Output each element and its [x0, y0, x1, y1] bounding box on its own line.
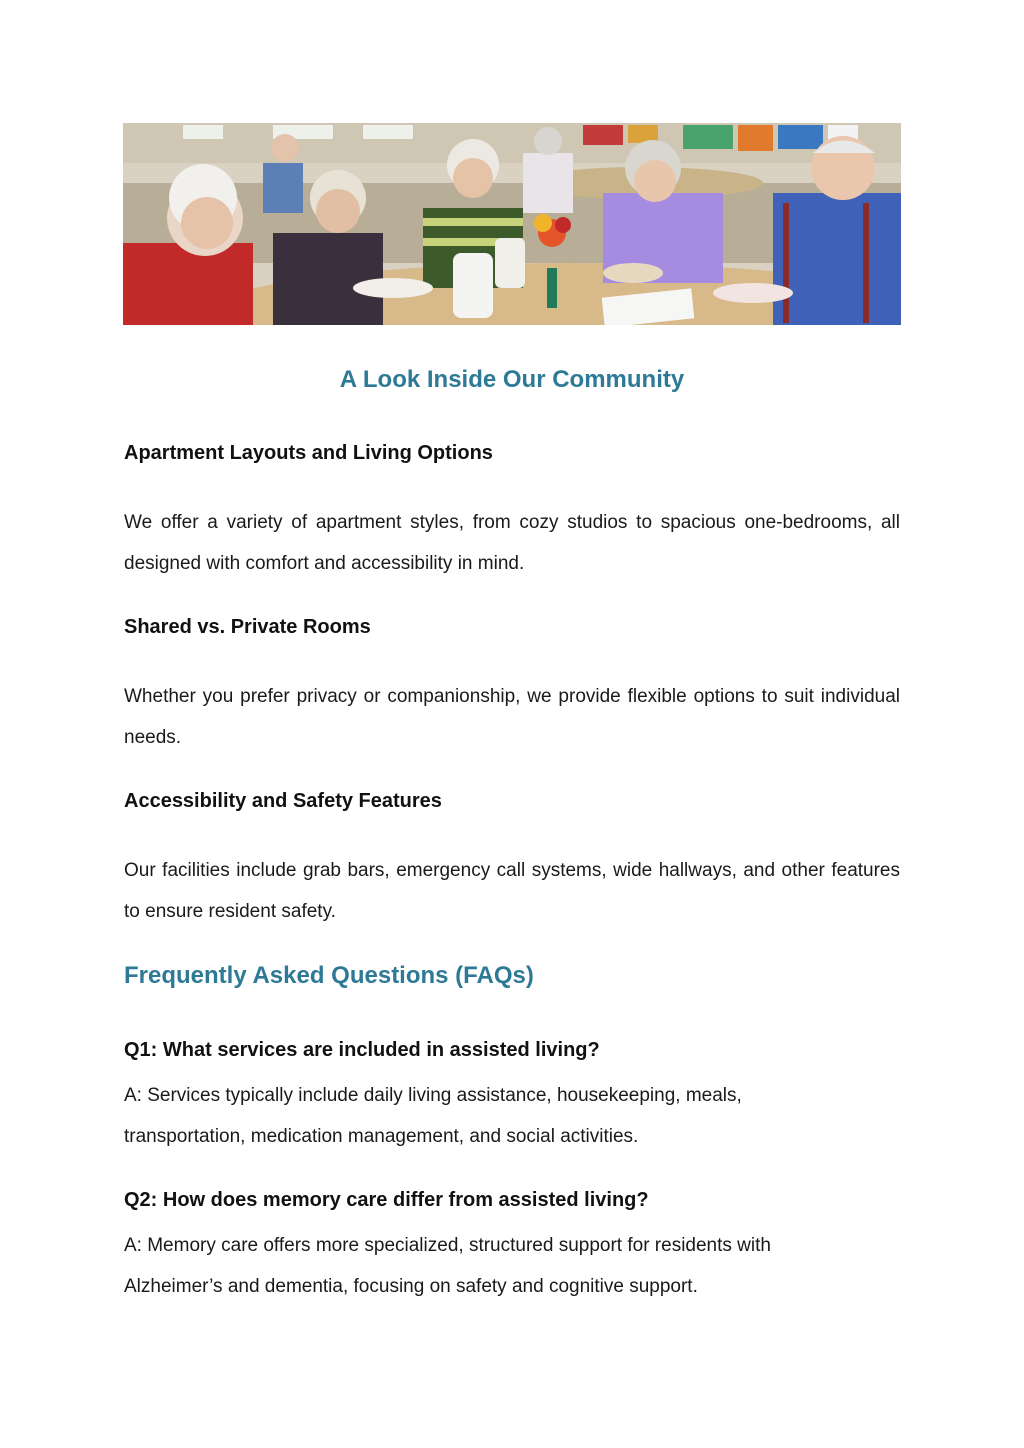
- hero-image: [123, 123, 901, 325]
- section-body-apartment-layouts: We offer a variety of apartment styles, from cozy studios to spacious one-bedrooms, all designed with comfort and accessibility in mind.: [124, 512, 900, 574]
- faq-answer-2: A: Memory care offers more specialized, structured support for residents with Alzheimer’s and dementia, focusing on safety and cognitive support.: [124, 1235, 771, 1297]
- section-heading-apartment-layouts: Apartment Layouts and Living Options: [124, 442, 493, 464]
- faq-title: Frequently Asked Questions (FAQs): [124, 962, 534, 989]
- faq-answer-1: A: Services typically include daily living assistance, housekeeping, meals, transportation, medication management, and social activities.: [124, 1085, 742, 1147]
- faq-question-1: Q1: What services are included in assisted living?: [124, 1039, 600, 1061]
- seniors-dining-photo: [123, 123, 901, 325]
- faq-question-2: Q2: How does memory care differ from assisted living?: [124, 1189, 649, 1211]
- section-body-shared-private: Whether you prefer privacy or companionship, we provide flexible options to suit individual needs.: [124, 686, 900, 748]
- page-title: A Look Inside Our Community: [339, 366, 685, 393]
- section-body-accessibility: Our facilities include grab bars, emergency call systems, wide hallways, and other features to ensure resident safety.: [124, 860, 900, 922]
- section-heading-accessibility: Accessibility and Safety Features: [124, 790, 442, 812]
- section-heading-shared-private: Shared vs. Private Rooms: [124, 616, 371, 638]
